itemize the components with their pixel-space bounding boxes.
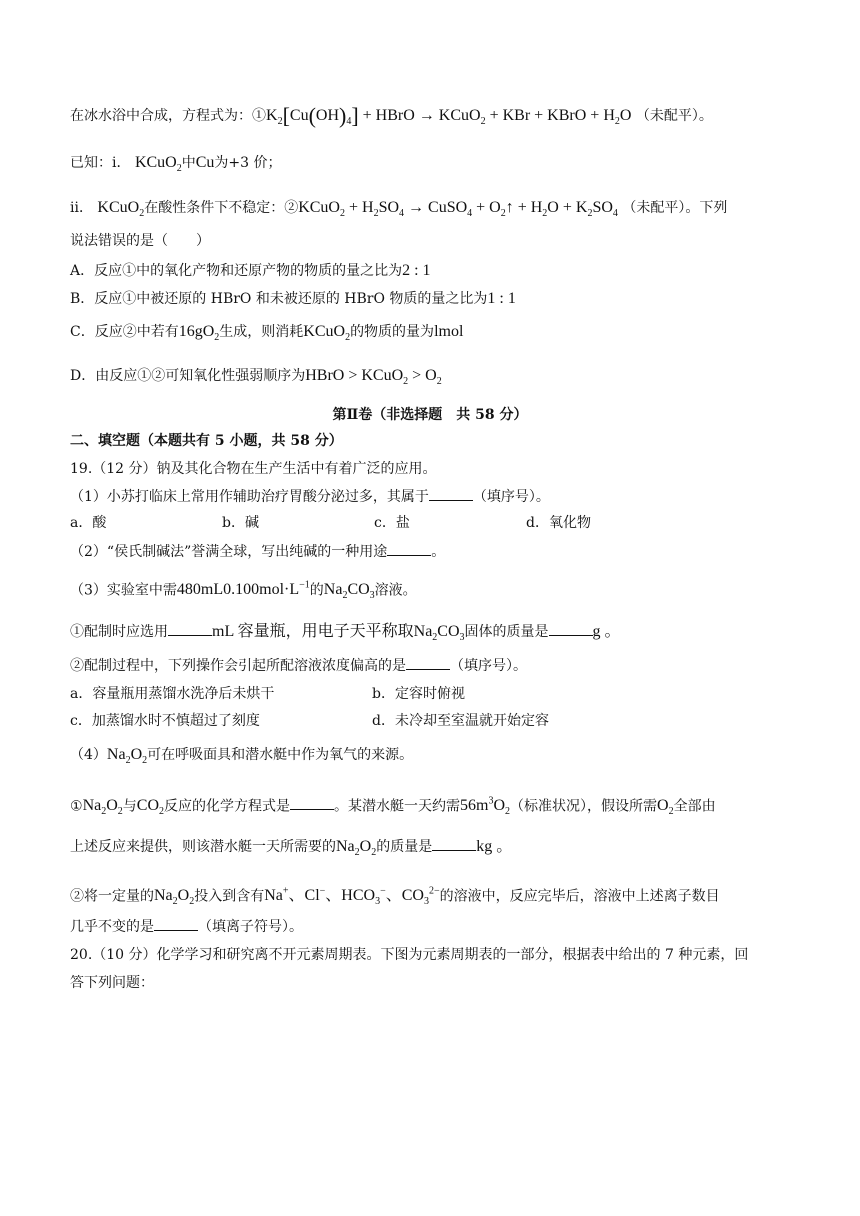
answer-blank[interactable] [387,541,431,556]
q19-part4-label: （4） [70,747,107,763]
q19-part3-option-b[interactable]: b．定容时俯视 [372,686,465,702]
q19-part3-1-end: g 。 [592,623,621,640]
o2-formula: $O_2$ [657,797,674,818]
q19-part3-option-d[interactable]: d．未冷却至室温就开始定容 [372,713,549,729]
option-c-kcuo2: KCuO$_2$ [303,323,351,344]
known-ii-text: 在酸性条件下不稳定：② [144,200,299,216]
q19-part2-tail: 。 [431,544,446,560]
q19-part3-option-c[interactable]: c．加蒸馏水时不慎超过了刻度 [70,713,260,729]
q19-option-a[interactable]: a．酸 [70,515,107,531]
answer-blank[interactable] [290,795,334,810]
option-b-ratio: 1 : 1 [487,290,516,307]
q19-part4-1-cont [70,836,790,863]
cu-symbol: Cu [195,154,215,171]
q19-part4-1-end: 全部由 [673,798,716,815]
section-2-title: 第Ⅱ卷（非选择题 共 58 分） [332,407,528,423]
q19-part4-2-cont [70,916,790,937]
answer-blank[interactable] [154,916,198,931]
q19-part4-1-label: ① [70,798,83,815]
reaction-1-intro: 在冰水浴中合成，方程式为：① [70,108,266,124]
q19-part4-2-text: ②将一定量的 [70,888,154,905]
na2co3-formula-2: $Na_2CO_3$ [413,623,465,644]
co2-formula: $CO_2$ [136,797,165,818]
q19-part4-1b-text: 上述反应来提供，则该潜水艇一天所需要的 [70,839,336,855]
na2o2-formula-4: $Na_2O_2$ [154,887,195,908]
q19-part4-1-mid2: 反应的化学方程式是 [164,798,291,815]
option-b[interactable] [70,289,790,309]
q19-part3-1 [70,621,790,648]
q20-heading: 20.（10 分）化学学习和研究离不开元素周期表。下图为元素周期表的一部分，根据表中给出的 7 种元素，回 [70,947,749,963]
q19-part4-2b-text: 几乎不变的是 [70,919,154,935]
q19-option-d[interactable]: d．氧化物 [526,515,591,531]
q19-heading: 19.（12 分）钠及其化合物在生产生活中有着广泛的应用。 [70,461,437,477]
option-a-ratio: 2 : 1 [402,262,431,279]
na2o2-formula: $Na_2O_2$ [106,746,148,767]
q19-part4-text: 可在呼吸面具和潜水艇中作为氧气的来源。 [147,747,414,763]
reaction-1-line [70,103,790,132]
q19-part3-option-a[interactable]: a．容量瓶用蒸馏水洗净后未烘干 [70,686,275,702]
na2o2-formula-3: $Na_2O_2$ [336,838,377,859]
oxygen-volume: $56m^3O_2$ [460,796,511,818]
q19-part3-2-text: ②配制过程中，下列操作会引起所配溶液浓度偏高的是 [70,658,406,674]
option-a-text: A．反应①中的氧化产物和还原产物的物质的量之比为 [70,263,403,279]
option-d[interactable] [70,366,790,392]
known-ii-line [70,198,790,224]
fill-in-heading: 二、填空题（本题共有 5 小题，共 58 分） [70,433,343,449]
kcuo2-formula: KCuO$_2$ [134,154,182,175]
q20-heading-cont: 答下列问题： [70,975,154,991]
answer-blank[interactable] [549,621,593,636]
q19-part4-2 [70,882,790,913]
option-d-order: HBrO > KCuO$_2$ > $O_2$ [305,367,442,388]
q19-part3-tail: 溶液。 [374,582,417,599]
known-ii-label: ⅱ． [70,200,93,216]
question-stem-cont: 说法错误的是（ ） [70,233,210,249]
ion-list: Na+、Cl−、$HCO_3^-$、$CO_3^{2-}$ [264,886,440,908]
q19-part4-1-mid3: 。某潜水艇一天约需 [334,798,461,815]
q19-part3-1-mid: mL 容量瓶，用电子天平称取 [212,623,414,640]
q19-part4-1-mid: 与 [122,798,137,815]
q19-part3-text: （3）实验室中需 [70,582,177,599]
answer-blank[interactable] [168,621,212,636]
na2o2-formula-2: $Na_2O_2$ [82,797,123,818]
concentration-value: $480mL0.100mol\cdot L^{-1}$ [176,580,310,599]
reaction-2-note: （未配平）。下列 [622,200,728,216]
q19-part1 [70,486,790,507]
q19-part3-1-mid2: 固体的质量是 [464,624,549,640]
q19-part2-text: （2）“侯氏制碱法”誉满全球，写出纯碱的一种用途 [70,544,388,560]
reaction-1-note: （未配平）。 [635,108,713,124]
option-b-text: B．反应①中被还原的 HBrO 和未被还原的 HBrO 物质的量之比为 [70,291,488,307]
answer-blank[interactable] [429,486,473,501]
answer-blank[interactable] [406,655,450,670]
q19-part4-1b-end: kg 。 [476,838,513,855]
option-c-text: C．反应②中若有 [70,324,179,340]
option-c-mid2: 的物质的量为 [350,324,435,340]
option-c-mid: 生成，则消耗 [219,324,304,340]
q19-part4-2-mid: 投入到含有 [194,888,265,905]
known-i-label: 已知：ⅰ． [70,155,131,171]
known-i-mid: 中 [181,155,196,171]
q19-part4-1b-mid: 的质量是 [376,839,433,855]
q19-part1-tail: （填序号）。 [472,489,550,505]
q19-part4 [70,745,790,771]
answer-blank[interactable] [432,836,476,851]
q19-part1-text: （1）小苏打临床上常用作辅助治疗胃酸分泌过多，其属于 [70,489,429,505]
q19-part4-2-end: 的溶液中，反应完毕后，溶液中上述离子数目 [439,888,720,905]
option-c-amount: lmol [434,323,464,340]
q19-part3-2 [70,655,790,676]
option-c-mass: $16gO_2$ [178,323,220,344]
q19-part4-2b-tail: （填离子符号）。 [198,919,303,935]
q19-part2 [70,541,790,562]
known-i-line [70,153,790,179]
q19-part4-1 [70,792,790,823]
q19-part3-2-tail: （填序号）。 [450,658,527,674]
known-i-tail: 为+3 价； [214,155,282,171]
q19-part3: （3）实验室中需$480mL0.100mol\cdot L^{-1}$的$Na_2CO_3$溶液。 [70,580,417,602]
option-a[interactable] [70,261,790,281]
q19-option-c[interactable]: c．盐 [374,515,410,531]
q19-part3-1-text: ①配制时应选用 [70,624,168,640]
na2co3-formula: $Na_2CO_3$ [323,581,375,602]
reaction-2-equation: KCuO$_2$ + $H_2SO_4$ → CuSO$_4$ + $O_2↑ + H_2O + K_2SO_4$ [298,199,618,220]
reaction-1-equation: $K_2[Cu(OH)_4]$ + HBrO → KCuO$_2$ + KBr + KBrO + $H_2O$ [266,103,632,128]
option-d-text: D．由反应①②可知氧化性强弱顺序为 [70,368,306,384]
option-c[interactable] [70,322,790,348]
kcuo2-formula-2: KCuO$_2$ [97,199,145,220]
q19-part4-1-mid4: （标准状况），假设所需 [510,798,658,815]
q19-option-b[interactable]: b．碱 [222,515,259,531]
